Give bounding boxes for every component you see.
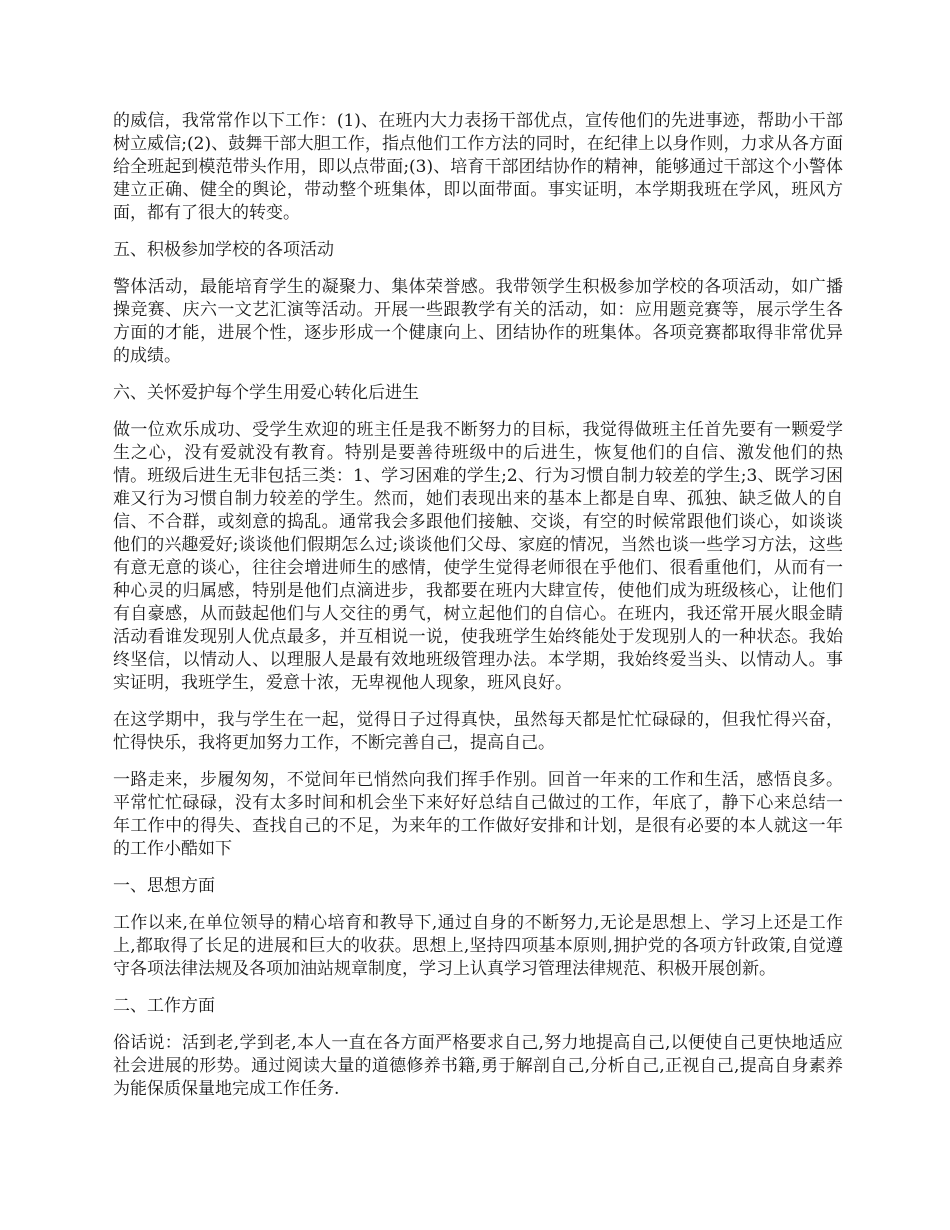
section-heading-thought: 一、思想方面 — [113, 876, 215, 896]
paragraph-thought: 工作以来,在单位领导的精心培育和教导下,通过自身的不断努力,无论是思想上、学习上还是工作上,都取得了长足的进展和巨大的收获。思想上,坚持四项基本原则,拥护党的各项方针政策,自觉遵守各项法律法规及各项加油站规章制度，学习上认真学习管理法律规范、积极开展创新。 — [113, 913, 843, 979]
section-heading-work: 二、工作方面 — [113, 996, 215, 1016]
section-heading-care: 六、关怀爱护每个学生用爱心转化后进生 — [113, 383, 419, 403]
paragraph-year-review: 一路走来，步履匆匆，不觉间年已悄然向我们挥手作别。回首一年来的工作和生活，感悟良多。平常忙忙碌碌，没有太多时间和机会坐下来好好总结自己做过的工作，年底了，静下心来总结一年工作中的得失、查找自己的不足，为来年的工作做好安排和计划，是很有必要的本人就这一年的工作小酷如下 — [113, 770, 843, 859]
paragraph-work: 俗话说：活到老,学到老,本人一直在各方面严格要求自己,努力地提高自己,以便使自己更快地适应社会进展的形势。通过阅读大量的道德修养书籍,勇于解剖自己,分析自己,正视自己,提高自身素养为能保质保量地完成工作任务. — [113, 1033, 843, 1099]
document-body — [113, 110, 843, 1115]
paragraph-activities: 警体活动，最能培育学生的凝聚力、集体荣誉感。我带领学生积极参加学校的各项活动，如广播操竞赛、庆六一文艺汇演等活动。开展一些跟教学有关的活动，如：应用题竞赛等，展示学生各方面的才能，进展个性，逐步形成一个健康向上、团结协作的班集体。各项竞赛都取得非常优异的成绩。 — [113, 277, 843, 366]
paragraph-semester: 在这学期中，我与学生在一起，觉得日子过得真快，虽然每天都是忙忙碌碌的，但我忙得兴奋，忙得快乐，我将更加努力工作，不断完善自己，提高自己。 — [113, 710, 843, 753]
paragraph-care-students: 做一位欢乐成功、受学生欢迎的班主任是我不断努力的目标，我觉得做班主任首先要有一颗爱学生之心，没有爱就没有教育。特别是要善待班级中的后进生，恢复他们的自信、激发他们的热情。班级后进生无非包括三类：1、学习困难的学生;2、行为习惯自制力较差的学生;3、既学习困难又行为习惯自制力较差的学生。然而，她们表现出来的基本上都是自卑、孤独、缺乏做人的自信、不合群，或刻意的捣乱。通常我会多跟他们接触、交谈，有空的时候常跟他们谈心，如谈谈他们的兴趣爱好;谈谈他们假期怎么过;谈谈他们父母、家庭的情况，当然也谈一些学习方法，这些有意无意的谈心，往往会增进师生的感情，使学生觉得老师很在乎他们、很看重他们，从而有一种心灵的归属感，特别是他们点滴进步，我都要在班内大肆宣传，使他们成为班级核心，让他们有自豪感，从而鼓起他们与人交往的勇气，树立起他们的自信心。在班内，我还常开展火眼金睛活动看谁发现别人优点最多，并互相说一说，使我班学生始终能处于发现别人的一种状态。我始终坚信，以情动人、以理服人是最有效地班级管理办法。本学期，我始终爱当头、以情动人。事实证明，我班学生，爱意十浓，无卑视他人现象，班风良好。 — [113, 420, 843, 693]
paragraph-cadre-work: 的威信，我常常作以下工作：(1)、在班内大力表扬干部优点，宣传他们的先进事迹，帮助小干部树立威信;(2)、鼓舞干部大胆工作，指点他们工作方法的同时，在纪律上以身作则，力求从各方面给全班起到模范带头作用，即以点带面;(3)、培育干部团结协作的精神，能够通过干部这个小警体建立正确、健全的舆论，带动整个班集体，即以面带面。事实证明，本学期我班在学风，班风方面，都有了很大的转变。 — [113, 111, 843, 223]
section-heading-activities: 五、积极参加学校的各项活动 — [113, 240, 334, 260]
